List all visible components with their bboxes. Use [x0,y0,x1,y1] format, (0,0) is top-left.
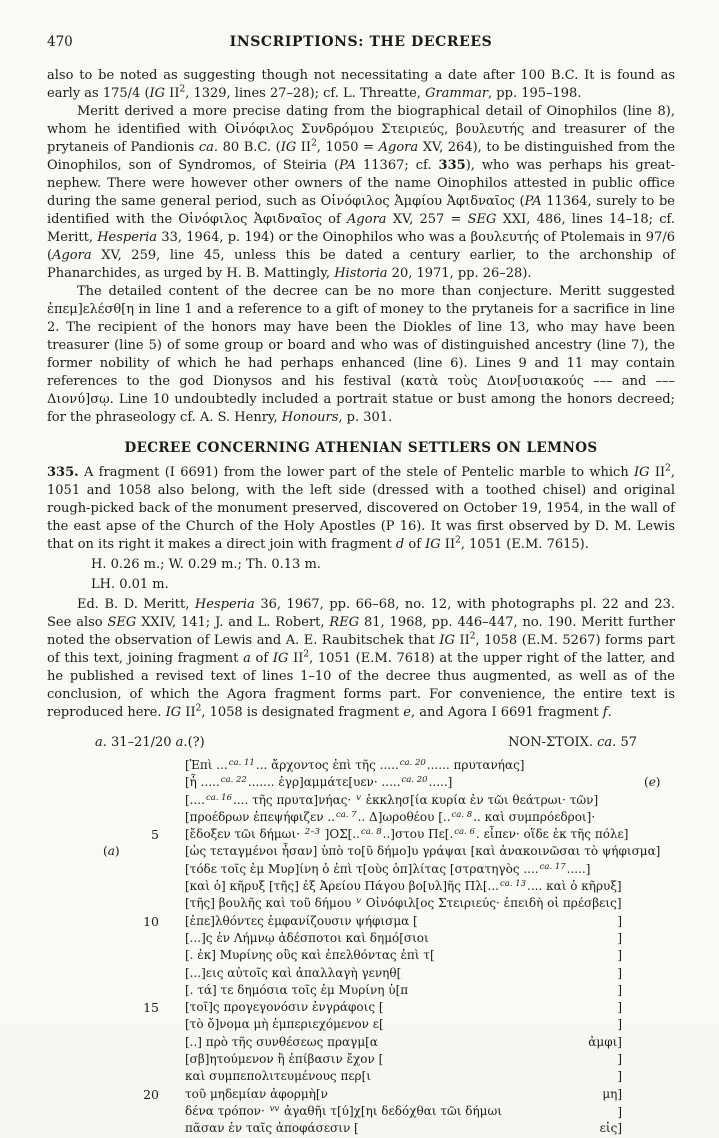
editions-paragraph: Ed. B. D. Meritt, Hesperia 36, 1967, pp. 66–68, no. 12, with photographs pl. 22 and 23. See also SEG XXIV, 141; J. and L. Robert, REG 81, 1968, pp. 446–447, no. 190. Meritt further noted the observation of Lewis and A. E. Raubitschek that IG $II^2$, 1058 (E.M. 5267) forms part of this text, joining fragment a of IG $II^2$, 1051 (E.M. 7618) at the upper right of the latter, and he published a revised text of lines 1–10 of the decree thus augmented, as well as of the conclusion, of which the Agora fragment forms part. For convenience, the entire text is reproduced here. IG $II^2$, 1058 is designated fragment e, and Agora I 6691 fragment f. [47,597,675,720]
line-text [185,1034,622,1051]
line-text-segment: [....$^{ca. 16}$.... τῆς πρυτα]νήας· $^v$ ἐκκλησ[ία κυρία ἐν τῶι θεάτρωι· τῶν] [185,792,599,807]
inscription-line [47,913,675,930]
line-text [185,1068,622,1085]
inscription-line [47,1034,675,1051]
line-text [185,947,622,964]
line-text-segment: [τοῖ]ς προγεγονόσιν ἐνγράφοις [ [185,1000,384,1015]
line-text-segment: ] [617,913,622,928]
running-head-title: INSCRIPTIONS: THE DECREES [229,34,493,50]
line-text-segment: ] [617,1104,622,1119]
inscription-line [47,878,675,895]
line-text [185,843,661,860]
line-text-segment: [καὶ ὁ] κῆρυξ [τῆς] ἐξ Ἀρείου Πάγου βο[υλ]ῆς Πλ[...$^{ca. 13}$.... καὶ ὁ κῆρυξ] [185,879,622,894]
paragraph: Meritt derived a more precise dating from the biographical detail of Oinophilos (line 8), whom he identified with Οἰνόφιλος Συνδρόμου Στειριεύς, βουλευτής and treasurer of the prytaneis of Pandionis ca. 80 B.C. (IG $II^2$, 1050 = Agora XV, 264), to be distinguished from the Oinophilos, son of Syndromos, of Steiria (PA 11367; cf. 335), who was perhaps his great-nephew. There were however other owners of the name Oinophilos attested in public office during the same general period, such as Οἰνόφιλος Ἀμφίου Ἀφιδναῖος (PA 11364, surely to be identified with the Οἰνόφιλος Ἀφιδναῖος of Agora XV, 257 = SEG XXI, 486, lines 14–18; cf. Meritt, Hesperia 33, 1964, p. 194) or the Oinophilos who was a βουλευτής of Ptolemais in 97/6 (Agora XV, 259, line 45, unless this be dated a century earlier, to the archonship of Phanarchides, as urged by H. B. Mattingly, Historia 20, 1971, pp. 26–28). [47,104,675,281]
line-text-segment: ] [617,1052,622,1067]
line-text-segment: ] [617,930,622,945]
line-text [185,913,622,930]
inscription-line [47,843,675,860]
line-text [185,1086,622,1103]
line-number: 20 [143,1086,159,1102]
line-number: 15 [143,1000,159,1016]
inscription-line [47,1120,675,1137]
line-text-segment: [ὡς τεταγμένοι ἦσαν] ὑπὸ το[ῦ δήμο]υ γράψαι [καὶ ἀνακοινῶσαι τὸ ψήφισμα] [185,844,661,859]
line-text-segment: ] [617,1069,622,1084]
inscription-line [47,826,675,843]
line-number: 10 [143,913,159,929]
line-text-segment: [..] πρὸ τῆς συνθέσεως πραγμ[α [185,1034,382,1049]
inscription-line [47,965,675,982]
entry-description: 335. A fragment (I 6691) from the lower part of the stele of Pentelic marble to which IG $II^2$, 1051 and 1058 also belong, with the left side (dressed with a toothed chisel) and original rough-picked back of the monument preserved, discovered on October 19, 1954, in the wall of the east apse of the Church of the Holy Apostles (P 16). It was first observed by D. M. Lewis that on its right it makes a direct join with fragment d of IG $II^2$, 1051 (E.M. 7615). [47,463,676,552]
page-number: 470 [47,34,73,50]
inscription-line [47,792,675,809]
line-text [185,1051,622,1068]
line-text-segment: ] [617,982,622,997]
fragment-date-line [95,735,637,750]
line-text [185,1016,622,1033]
line-text-segment: [. ἐκ] Μυρίνης οὓς καὶ ἐπελθόντας ἐπὶ τ[ [185,948,435,963]
paragraph: also to be noted as suggesting though not necessitating a date after 100 B.C. It is found as early as 175/4 (IG $II^2$, 1329, lines 27–28); cf. L. Threatte, Grammar, pp. 195–198. [47,68,675,101]
line-number: 5 [151,827,159,843]
line-text-segment: μη] [598,1086,622,1101]
inscription-line [47,947,675,964]
line-text-segment: τοῦ μηδεμίαν ἀφορμὴ[ν [185,1086,332,1101]
fragment-label-right: (e) [644,775,661,790]
line-text-segment: [σβ]ητούμενον ἢ ἐπίβασιν ἔχον [ [185,1052,384,1067]
line-text [185,930,622,947]
inscription-line [47,1086,675,1103]
inscription-line [47,1051,675,1068]
line-text-segment: [ἔδοξεν τῶι δήμωι· $^{2-3}$ ]ΟΣ[..$^{ca. 8}$..]στου Πε[.$^{ca. 6}$. εἶπεν· οἵδε ἐκ τῆς πόλε] [185,827,629,842]
line-text-segment: ἀμφι] [584,1034,622,1049]
section-heading: DECREE CONCERNING ATHENIAN SETTLERS ON LEMNOS [124,440,598,456]
line-text [185,999,622,1016]
line-text-segment: ] [617,948,622,963]
line-text-segment: [. τά] τε δημόσια τοῖς ἐμ Μυρίνη ὑ[π [185,982,409,997]
inscription-line [47,930,675,947]
running-header [47,0,675,53]
inscription-line [47,1016,675,1033]
inscription-line [47,999,675,1016]
paragraph: The detailed content of the decree can be no more than conjecture. Meritt suggested ἐπεμ]ελέσθ[η in line 1 and a reference to a gift of money to the prytaneis for a sacrifice in line 2. The recipient of the honors may have been the Diokles of line 13, who may have been treasurer (line 5) of some group or board and who was of distinguished ancestry (line 7), the former nobility of which he had perhaps enhanced (line 6). Lines 9 and 11 may contain references to the god Dionysos and his festival (κατὰ τοὺς Διον[υσιακούς ––– and ––– Διονύ]σῳ. Line 10 undoubtedly included a portrait statue or bust among the honors decreed; for the phraseology cf. A. S. Henry, Honours, p. 301. [47,284,675,425]
inscription-line [47,895,675,912]
inscription-line [47,757,675,774]
line-text-segment: [...]εις αὐτοῖς καὶ ἀπαλλαγὴ γενηθ[ [185,965,402,980]
inscription-line [47,809,675,826]
letter-height-line: LH. 0.01 m. [91,577,169,592]
line-text-segment: [τόδε τοῖς ἐμ Μυρ]ίνη ὁ ἐπὶ τ[οὺς ὁπ]λίτας [στρατηγὸς ....$^{ca. 17}$.....] [185,861,591,876]
inscription-line [47,861,675,878]
intro-paragraphs [47,67,675,427]
stoichedon-note: ΝΟΝ-ΣΤΟΙΧ. ca. 57 [508,735,637,750]
line-text-segment: δένα τρόπον· $^{vv}$ ἀγαθῆι τ[ύ]χ[ηι δεδόχθαι τῶι δήμωι [185,1103,506,1118]
line-text-segment: [τῆς] βουλῆς καὶ τοῦ δήμου $^v$ Οἰνόφιλ[ος Στειριεύς· ἐπειδὴ οἱ πρέσβεις] [185,896,622,911]
line-text-segment: εἰς] [595,1121,622,1136]
line-text-segment: [ἐπε]λθόντες ἐμφανίζουσιν ψήφισμα [ [185,913,418,928]
line-text-segment: ] [617,1000,622,1015]
dimensions-line: H. 0.26 m.; W. 0.29 m.; Th. 0.13 m. [91,557,321,572]
line-text-segment: [Ἐπὶ ...$^{ca. 11}$... ἄρχοντος ἐπὶ τῆς .....$^{ca. 20}$...... πρυτανήας] [185,758,525,772]
line-text-segment: ] [617,965,622,980]
inscription-line [47,1068,675,1085]
line-text-segment: πᾶσαν ἐν ταῖς ἀποφάσεσιν [ [185,1121,359,1136]
line-text [185,965,622,982]
line-text-segment: καὶ συμπεπολιτευμένους περ[ι [185,1069,375,1084]
line-text [185,1120,622,1137]
inscription-line [47,982,675,999]
inscription-text-block [47,757,675,1138]
inscription-line [47,1103,675,1120]
line-text-segment: [προέδρων ἐπεψήφιζεν ..$^{ca. 7}$.. Δ]ωροθέου [..$^{ca. 8}$.. καὶ συμπρόεδροι]· [185,809,596,824]
line-text-segment: ] [617,1017,622,1032]
inscription-line [47,774,675,791]
line-text [185,982,622,999]
fragment-label: (a) [103,844,120,859]
line-text-segment: [...]ς ἐν Λήμνῳ ἀδέσποτοι καὶ δημό[σιοι [185,930,433,945]
line-text-segment: [ἦ .....$^{ca. 22}$....... ἐγρ]αμμάτε[υεν· .....$^{ca. 20}$.....] [185,775,453,790]
fragment-date-left: a. 31–21/20 a.(?) [95,735,205,750]
line-text-segment: [τὸ ὄ]νομα μὴ ἐμπεριεχόμενον ε[ [185,1017,384,1032]
